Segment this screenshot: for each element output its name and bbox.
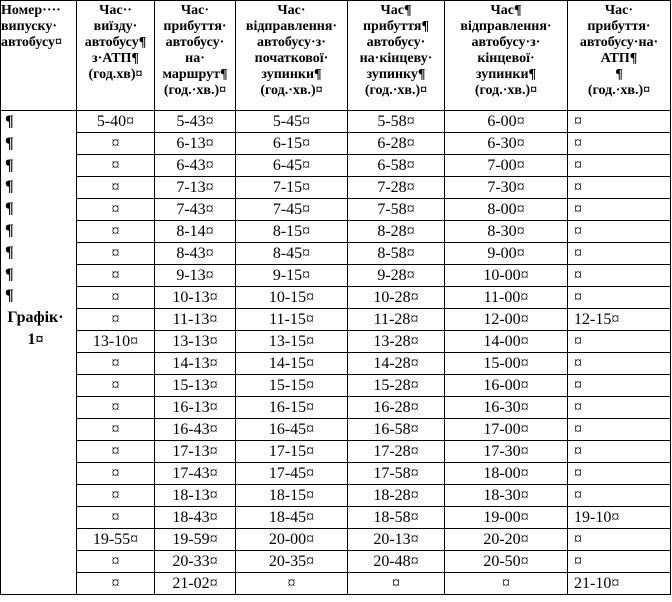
paragraph-mark: ¶ — [5, 134, 14, 152]
time-cell: 5-58¤ — [348, 111, 445, 133]
time-cell: 9-15¤ — [236, 265, 348, 287]
header-line: зупинку¶ — [366, 67, 426, 82]
time-cell: 18-15¤ — [236, 485, 348, 507]
time-cell: 8-14¤ — [155, 221, 236, 243]
header-line: на·кінцеву· — [359, 51, 433, 66]
time-cell: 11-15¤ — [236, 309, 348, 331]
time-cell: ¤ — [568, 155, 671, 177]
header-line: випуску· — [1, 19, 58, 34]
time-cell: 19-00¤ — [445, 507, 568, 529]
time-cell: 16-28¤ — [348, 397, 445, 419]
time-cell: 9-00¤ — [445, 243, 568, 265]
time-cell: 16-15¤ — [236, 397, 348, 419]
time-cell: 6-28¤ — [348, 133, 445, 155]
time-cell: 8-58¤ — [348, 243, 445, 265]
header-line: прибуття¶ — [362, 19, 430, 34]
header-line: прибуття· — [587, 19, 651, 34]
time-cell: 14-28¤ — [348, 353, 445, 375]
time-cell: ¤ — [568, 199, 671, 221]
header-line: автобусу·з· — [257, 35, 326, 50]
time-cell: 8-28¤ — [348, 221, 445, 243]
time-cell: 13-28¤ — [348, 331, 445, 353]
time-cell: ¤ — [568, 331, 671, 353]
time-cell: 8-45¤ — [236, 243, 348, 265]
paragraph-mark: ¶ — [5, 200, 14, 218]
time-cell: 6-45¤ — [236, 155, 348, 177]
header-line: автобусу·з· — [471, 35, 541, 50]
time-cell: 7-15¤ — [236, 177, 348, 199]
column-header-6 — [445, 1, 568, 111]
header-line: Час¶ — [380, 3, 412, 18]
time-cell: 15-00¤ — [445, 353, 568, 375]
time-cell: 20-00¤ — [236, 529, 348, 551]
paragraph-mark: ¶ — [5, 287, 14, 305]
time-cell: ¤ — [77, 287, 155, 309]
header-line: відправлення· — [460, 19, 552, 34]
paragraph-mark: ¶ — [5, 113, 14, 130]
time-cell: 14-00¤ — [445, 331, 568, 353]
time-cell: ¤ — [236, 573, 348, 595]
time-cell: ¤ — [77, 155, 155, 177]
time-cell: 10-00¤ — [445, 265, 568, 287]
header-line: АТП¶ — [600, 51, 638, 66]
time-cell: 6-00¤ — [445, 111, 568, 133]
time-cell: 7-28¤ — [348, 177, 445, 199]
time-cell: 11-13¤ — [155, 309, 236, 331]
column-header-7 — [568, 1, 671, 111]
table-row — [1, 199, 671, 221]
time-cell: 10-15¤ — [236, 287, 348, 309]
header-line: маршрут¶ — [162, 67, 228, 82]
time-cell: 20-20¤ — [445, 529, 568, 551]
paragraph-mark: ¶ — [5, 156, 14, 174]
header-row — [1, 1, 671, 111]
time-cell: ¤ — [568, 353, 671, 375]
header-line: зупинки¶ — [475, 67, 537, 82]
time-cell: 7-58¤ — [348, 199, 445, 221]
time-cell: ¤ — [77, 441, 155, 463]
time-cell: 7-00¤ — [445, 155, 568, 177]
time-cell: ¤ — [568, 551, 671, 573]
time-cell: 16-00¤ — [445, 375, 568, 397]
time-cell: ¤ — [568, 419, 671, 441]
table-row — [1, 529, 671, 551]
time-cell: 18-43¤ — [155, 507, 236, 529]
time-cell: 8-00¤ — [445, 199, 568, 221]
time-cell: ¤ — [568, 221, 671, 243]
time-cell: 16-58¤ — [348, 419, 445, 441]
time-cell: 17-13¤ — [155, 441, 236, 463]
time-cell: ¤ — [77, 353, 155, 375]
table-row — [1, 573, 671, 595]
time-cell: 18-13¤ — [155, 485, 236, 507]
time-cell: 16-45¤ — [236, 419, 348, 441]
header-line: відправлення· — [245, 19, 338, 34]
header-line: Час· — [277, 3, 306, 18]
header-line: виїзду· — [93, 19, 138, 34]
time-cell: ¤ — [77, 419, 155, 441]
time-cell: 20-50¤ — [445, 551, 568, 573]
time-cell: 18-30¤ — [445, 485, 568, 507]
table-row — [1, 419, 671, 441]
time-cell: ¤ — [77, 375, 155, 397]
header-line: Час·· — [99, 3, 132, 18]
time-cell: 6-43¤ — [155, 155, 236, 177]
header-line: автобусу·на· — [579, 35, 659, 50]
time-cell: 17-58¤ — [348, 463, 445, 485]
header-line: автобусу¶ — [84, 35, 147, 50]
time-cell: 7-13¤ — [155, 177, 236, 199]
time-cell: 15-15¤ — [236, 375, 348, 397]
table-row — [1, 309, 671, 331]
time-cell: 7-45¤ — [236, 199, 348, 221]
time-cell: 15-28¤ — [348, 375, 445, 397]
header-line: автобусу· — [165, 35, 225, 50]
header-line: на· — [185, 51, 205, 66]
time-cell: 20-33¤ — [155, 551, 236, 573]
paragraph-mark: ¶ — [5, 265, 14, 283]
time-cell: ¤ — [568, 463, 671, 485]
time-cell: 20-13¤ — [348, 529, 445, 551]
time-cell: ¤ — [568, 265, 671, 287]
time-cell: ¤ — [445, 573, 568, 595]
time-cell: ¤ — [348, 573, 445, 595]
header-line: прибуття· — [163, 19, 227, 34]
header-line: (год.·хв.)¤ — [260, 83, 323, 98]
column-header-1 — [1, 1, 77, 111]
time-cell: ¤ — [77, 177, 155, 199]
time-cell: 21-10¤ — [568, 573, 671, 595]
time-cell: ¤ — [77, 507, 155, 529]
time-cell: 20-35¤ — [236, 551, 348, 573]
header-line: початкової· — [254, 51, 329, 66]
table-row — [1, 375, 671, 397]
paragraph-mark: ¶ — [5, 221, 14, 239]
header-line: (год.·хв.)¤ — [587, 83, 651, 98]
time-cell: 13-15¤ — [236, 331, 348, 353]
header-line: кінцевої· — [477, 51, 535, 66]
table-row — [1, 397, 671, 419]
time-cell: ¤ — [77, 397, 155, 419]
schedule-group-title: Графік· — [7, 309, 64, 327]
time-cell: ¤ — [568, 529, 671, 551]
column-header-3 — [155, 1, 236, 111]
header-line: (год.хв)¤ — [88, 67, 143, 82]
time-cell: 5-45¤ — [236, 111, 348, 133]
time-cell: 12-00¤ — [445, 309, 568, 331]
time-cell: ¤ — [77, 309, 155, 331]
time-cell: 8-30¤ — [445, 221, 568, 243]
header-line: (год.·хв.)¤ — [163, 83, 227, 98]
table-row — [1, 507, 671, 529]
time-cell: 17-28¤ — [348, 441, 445, 463]
time-cell: 21-02¤ — [155, 573, 236, 595]
time-cell: 7-30¤ — [445, 177, 568, 199]
time-cell: ¤ — [77, 551, 155, 573]
time-cell: ¤ — [568, 375, 671, 397]
time-cell: ¤ — [568, 397, 671, 419]
paragraph-mark: ¶ — [5, 243, 14, 261]
table-row — [1, 485, 671, 507]
time-cell: 5-40¤ — [77, 111, 155, 133]
header-line: зупинки¶ — [261, 67, 322, 82]
time-cell: 18-28¤ — [348, 485, 445, 507]
table-row — [1, 221, 671, 243]
table-row — [1, 331, 671, 353]
time-cell: 15-13¤ — [155, 375, 236, 397]
time-cell: ¤ — [568, 133, 671, 155]
table-row — [1, 441, 671, 463]
time-cell: 6-58¤ — [348, 155, 445, 177]
table-row — [1, 353, 671, 375]
table-row — [1, 463, 671, 485]
table-row — [1, 243, 671, 265]
header-line: автобусу¤ — [1, 35, 62, 50]
header-line: (год.·хв.)¤ — [364, 83, 428, 98]
time-cell: 17-00¤ — [445, 419, 568, 441]
time-cell: ¤ — [77, 485, 155, 507]
time-cell: 18-00¤ — [445, 463, 568, 485]
time-cell: 9-28¤ — [348, 265, 445, 287]
header-line: (год.·хв.)¤ — [474, 83, 538, 98]
header-line: ¶ — [615, 67, 623, 82]
time-cell: ¤ — [568, 441, 671, 463]
time-cell: 6-15¤ — [236, 133, 348, 155]
table-row — [1, 287, 671, 309]
table-row — [1, 111, 671, 133]
column-header-4 — [236, 1, 348, 111]
time-cell: ¤ — [568, 243, 671, 265]
time-cell: 19-10¤ — [568, 507, 671, 529]
time-cell: ¤ — [77, 221, 155, 243]
table-row — [1, 155, 671, 177]
time-cell: ¤ — [77, 573, 155, 595]
time-cell: 5-43¤ — [155, 111, 236, 133]
time-cell: ¤ — [77, 243, 155, 265]
time-cell: ¤ — [568, 287, 671, 309]
time-cell: 9-13¤ — [155, 265, 236, 287]
time-cell: 13-13¤ — [155, 331, 236, 353]
time-cell: 8-15¤ — [236, 221, 348, 243]
time-cell: 14-13¤ — [155, 353, 236, 375]
column-header-5 — [348, 1, 445, 111]
time-cell: 18-58¤ — [348, 507, 445, 529]
time-cell: 6-13¤ — [155, 133, 236, 155]
schedule-group-cell — [1, 111, 77, 595]
table-row — [1, 265, 671, 287]
time-cell: 12-15¤ — [568, 309, 671, 331]
header-line: Номер···· — [1, 3, 61, 18]
time-cell: ¤ — [77, 199, 155, 221]
time-cell: 6-30¤ — [445, 133, 568, 155]
time-cell: ¤ — [77, 265, 155, 287]
time-cell: ¤ — [568, 111, 671, 133]
header-line: Час· — [604, 3, 634, 18]
table-row — [1, 551, 671, 573]
column-header-2 — [77, 1, 155, 111]
header-line: з·АТП¶ — [92, 51, 139, 66]
time-cell: 8-43¤ — [155, 243, 236, 265]
time-cell: ¤ — [568, 177, 671, 199]
header-line: автобусу· — [366, 35, 426, 50]
time-cell: 19-59¤ — [155, 529, 236, 551]
time-cell: 10-13¤ — [155, 287, 236, 309]
time-cell: ¤ — [77, 133, 155, 155]
table-row — [1, 177, 671, 199]
time-cell: 17-30¤ — [445, 441, 568, 463]
time-cell: 16-30¤ — [445, 397, 568, 419]
paragraph-mark: ¶ — [5, 178, 14, 196]
table-row — [1, 133, 671, 155]
time-cell: 17-45¤ — [236, 463, 348, 485]
time-cell: ¤ — [77, 463, 155, 485]
header-line: Час· — [180, 3, 210, 18]
time-cell: 18-45¤ — [236, 507, 348, 529]
time-cell: 10-28¤ — [348, 287, 445, 309]
time-cell: 16-43¤ — [155, 419, 236, 441]
time-cell: 17-43¤ — [155, 463, 236, 485]
time-cell: 17-15¤ — [236, 441, 348, 463]
time-cell: 11-28¤ — [348, 309, 445, 331]
time-cell: 20-48¤ — [348, 551, 445, 573]
time-cell: ¤ — [568, 485, 671, 507]
schedule-group-title: 1¤ — [27, 330, 44, 348]
time-cell: 16-13¤ — [155, 397, 236, 419]
time-cell: 14-15¤ — [236, 353, 348, 375]
time-cell: 13-10¤ — [77, 331, 155, 353]
time-cell: 19-55¤ — [77, 529, 155, 551]
header-line: Час¶ — [490, 3, 522, 18]
time-cell: 11-00¤ — [445, 287, 568, 309]
time-cell: 7-43¤ — [155, 199, 236, 221]
